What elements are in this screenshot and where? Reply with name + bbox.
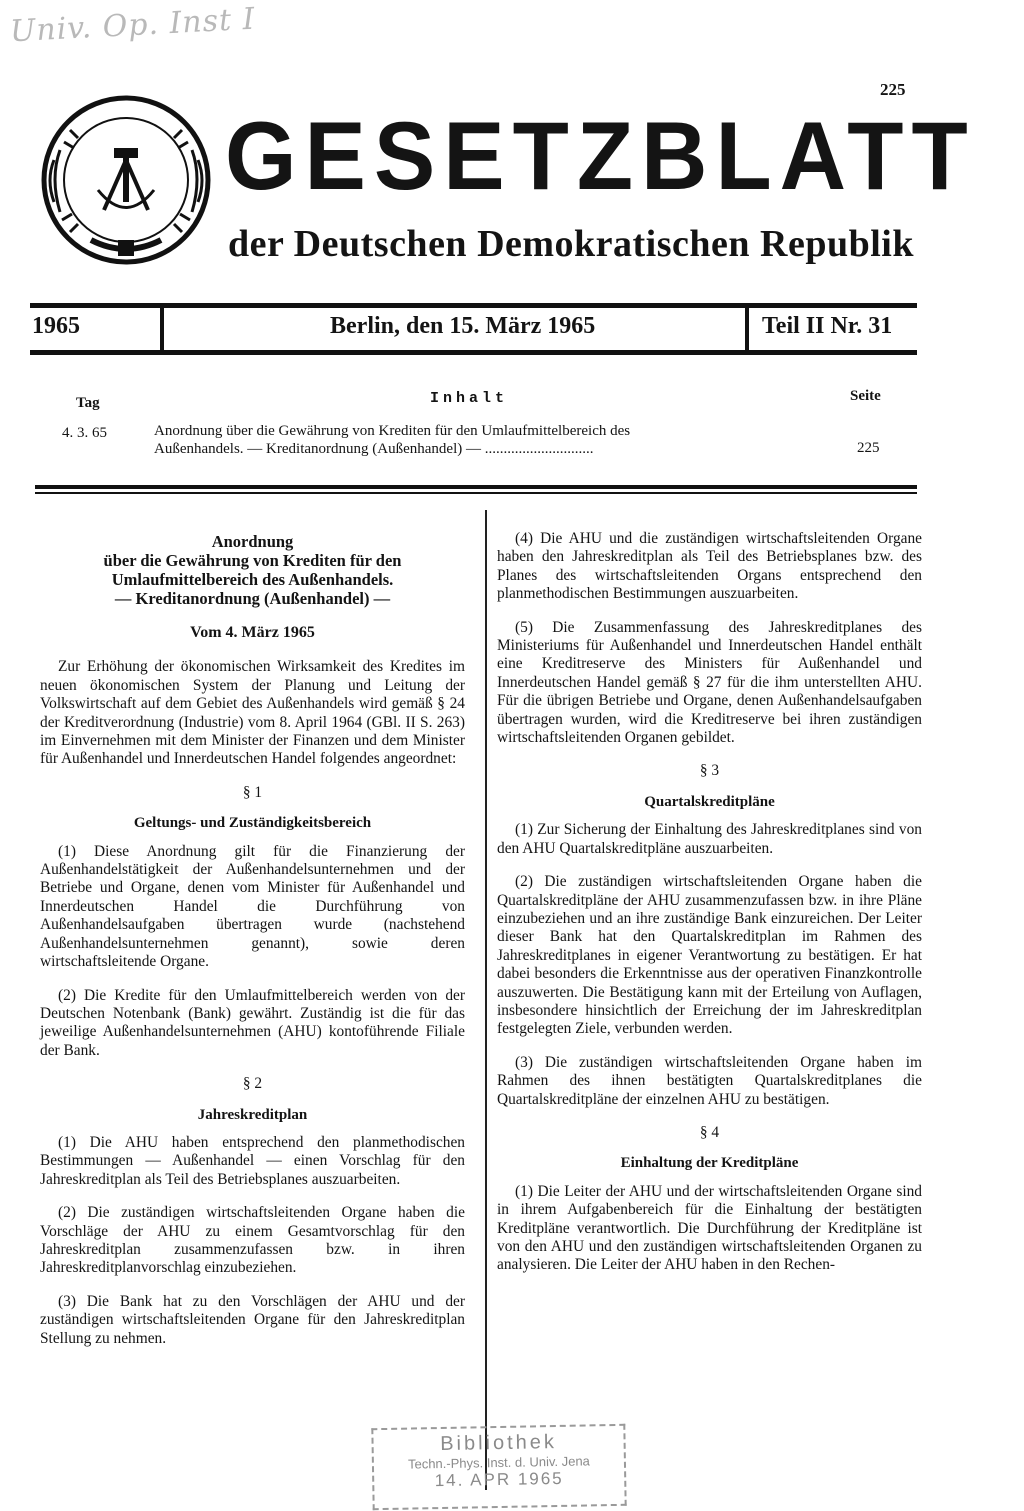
contents-rule-thick [35, 485, 917, 489]
stamp-line: 14. APR 1965 [434, 1468, 564, 1491]
doc-date-line: Vom 4. März 1965 [190, 624, 315, 641]
toc-row-title-line2: Außenhandels. — Kreditanordnung (Außenhandel) — ............................. [154, 441, 594, 457]
issue-year: 1965 [32, 313, 80, 339]
masthead-title: GESETZBLATT [225, 103, 976, 211]
state-emblem-icon [36, 90, 216, 270]
doc-title-line: Umlaufmittelbereich des Außenhandels. [111, 570, 394, 589]
issue-place-date: Berlin, den 15. März 1965 [330, 313, 596, 339]
paragraph: (1) Diese Anordnung gilt für die Finanzierung der Außenhandelstätigkeit der Außenhandelsunternehmen und der Betriebe und Organe, denen vom Minister für Außenhandel und Innerdeutschen Handel die Durchführung von Außenhandelsaufgaben übertragen wurde (nachstehend Außenhandelsunternehmen genannt), sowie deren wirtschaftsleitende Organe. [40, 842, 465, 971]
section-number: § 1 [242, 783, 263, 801]
paragraph: (2) Die zuständigen wirtschaftsleitenden Organe haben die Vorschläge der AHU zu einem Gesamtvorschlag für den Jahreskreditplan zusammenzufassen bzw. in ihren Jahreskreditplanvorschlag einzubeziehen. [40, 1204, 465, 1277]
toc-row-page: 225 [857, 440, 880, 456]
paragraph: (3) Die zuständigen wirtschaftsleitenden Organe haben im Rahmen des ihnen bestätigten Quartalskreditplanes die Quartalskreditpläne der einzelnen AHU zu bestätigen. [497, 1053, 922, 1108]
paragraph: (2) Die zuständigen wirtschaftsleitenden Organe haben die Quartalskreditpläne der AHU zusammenzufassen bzw. in ihre Pläne einzubeziehen und an ihre zuständige Bank einzureichen. Der Leiter dieser Bank hat den Quartalskreditplan im Rahmen des Jahreskreditplanes in eigener Verantwortung zu bestätigen. Er hat dabei besonders die Erkenntnisse aus der operativen Finanzkontrolle auszuwerten. Die Bestätigung kann mit der Erteilung von Auflagen, insbesondere hinsichtlich der Erreichung der im Jahreskreditplan festgelegten Ziele, verbunden werden. [497, 873, 922, 1038]
toc-col-inhalt: Inhalt [430, 390, 509, 407]
library-stamp [371, 1424, 626, 1510]
doc-title-line: über die Gewährung von Krediten für den [103, 551, 402, 570]
section-heading: Quartalskreditpläne [644, 793, 775, 810]
issue-part-number: Teil II Nr. 31 [762, 313, 893, 339]
section-number: § 3 [699, 762, 720, 780]
paragraph: (3) Die Bank hat zu den Vorschlägen der AHU und der zuständigen wirtschaftsleitenden Organe für den Jahreskreditplan Stellung zu nehmen. [40, 1292, 465, 1347]
handwritten-note: Univ. Op. Inst I [9, 1, 257, 50]
masthead-subtitle: der Deutschen Demokratischen Republik [228, 223, 914, 265]
page-number: 225 [880, 80, 906, 99]
section-number: § 2 [242, 1075, 263, 1093]
section-number: § 4 [699, 1123, 720, 1141]
paragraph: (2) Die Kredite für den Umlaufmittelbereich werden von der Deutschen Notenbank (Bank) gewährt. Zuständig ist die für das jeweilige Außenhandelsunternehmen (AHU) kontoführende Filiale der Bank. [40, 986, 465, 1059]
column-divider [485, 510, 487, 1490]
stamp-line: Techn.-Phys. Inst. d. Univ. Jena [407, 1453, 590, 1472]
stamp-line: Bibliothek [440, 1430, 558, 1456]
paragraph: (1) Die Leiter der AHU und der wirtschaftsleitenden Organe sind in ihrem Aufgabenbereich für die Einhaltung der bestätigten Kreditpläne verantwortlich. Die Durchführung der Kreditpläne ist von den AHU und den zuständigen wirtschaftsleitenden Organen zu analysieren. Die Leiter der AHU haben in den Rechen- [497, 1182, 922, 1274]
doc-title-line: Anordnung [211, 532, 294, 551]
preamble: Zur Erhöhung der ökonomischen Wirksamkeit des Kredites im neuen ökonomischen System der Planung und Leitung der Volkswirtschaft auf dem Gebiet des Außenhandels wird gemäß § 24 der Kreditverordnung (Industrie) vom 8. April 1964 (GBl. II S. 263) im Einvernehmen mit dem Minister der Finanzen und dem Minister für Außenhandel und Innerdeutschen Handel folgendes angeordnet: [40, 658, 465, 768]
toc-col-seite: Seite [850, 388, 881, 404]
toc-row-date: 4. 3. 65 [62, 425, 107, 441]
paragraph: (1) Zur Sicherung der Einhaltung des Jahreskreditplanes sind von den AHU Quartalskreditpläne auszuarbeiten. [497, 821, 922, 857]
contents-rule-thin [35, 492, 917, 494]
paragraph: (1) Die AHU haben entsprechend den planmethodischen Bestimmungen — Außenhandel — einen Vorschlag für den Jahreskreditplan als Teil des Betriebsplanes auszuarbeiten. [40, 1133, 465, 1188]
section-heading: Einhaltung der Kreditpläne [620, 1155, 799, 1172]
doc-title-line: — Kreditanordnung (Außenhandel) — [114, 589, 391, 608]
issue-bar [30, 303, 917, 355]
section-heading: Geltungs- und Zuständigkeitsbereich [133, 815, 372, 832]
issue-bar-bottom-rule [30, 350, 917, 355]
paragraph: (5) Die Zusammenfassung des Jahreskreditplanes des Ministeriums für Außenhandel und Innerdeutschen Handel enthält eine Kreditreserve des Ministers für Außenhandel und Innerdeutschen Handel gemäß § 27 für die ihm unterstellten AHU. Für die übrigen Betriebe und Organe, denen Außenhandelsaufgaben übertragen wurden, wird die Kreditreserve bei ihren zuständigen wirtschaftsleitenden Organen gebildet. [497, 618, 922, 747]
toc-col-tag: Tag [76, 395, 100, 411]
issue-bar-divider [745, 308, 749, 350]
left-column [40, 532, 465, 1363]
right-column [497, 530, 922, 1290]
issue-bar-divider [160, 308, 164, 350]
toc-row-title-line1: Anordnung über die Gewährung von Krediten für den Umlaufmittelbereich des [154, 423, 631, 439]
paragraph: (4) Die AHU und die zuständigen wirtschaftsleitenden Organe haben den Jahreskreditplan als Teil des Betriebsplanes bzw. des Planes des wirtschaftsleitenden Organs entsprechend den planmethodischen Bestimmungen auszuarbeiten. [497, 530, 922, 603]
section-heading: Jahreskreditplan [197, 1106, 308, 1123]
